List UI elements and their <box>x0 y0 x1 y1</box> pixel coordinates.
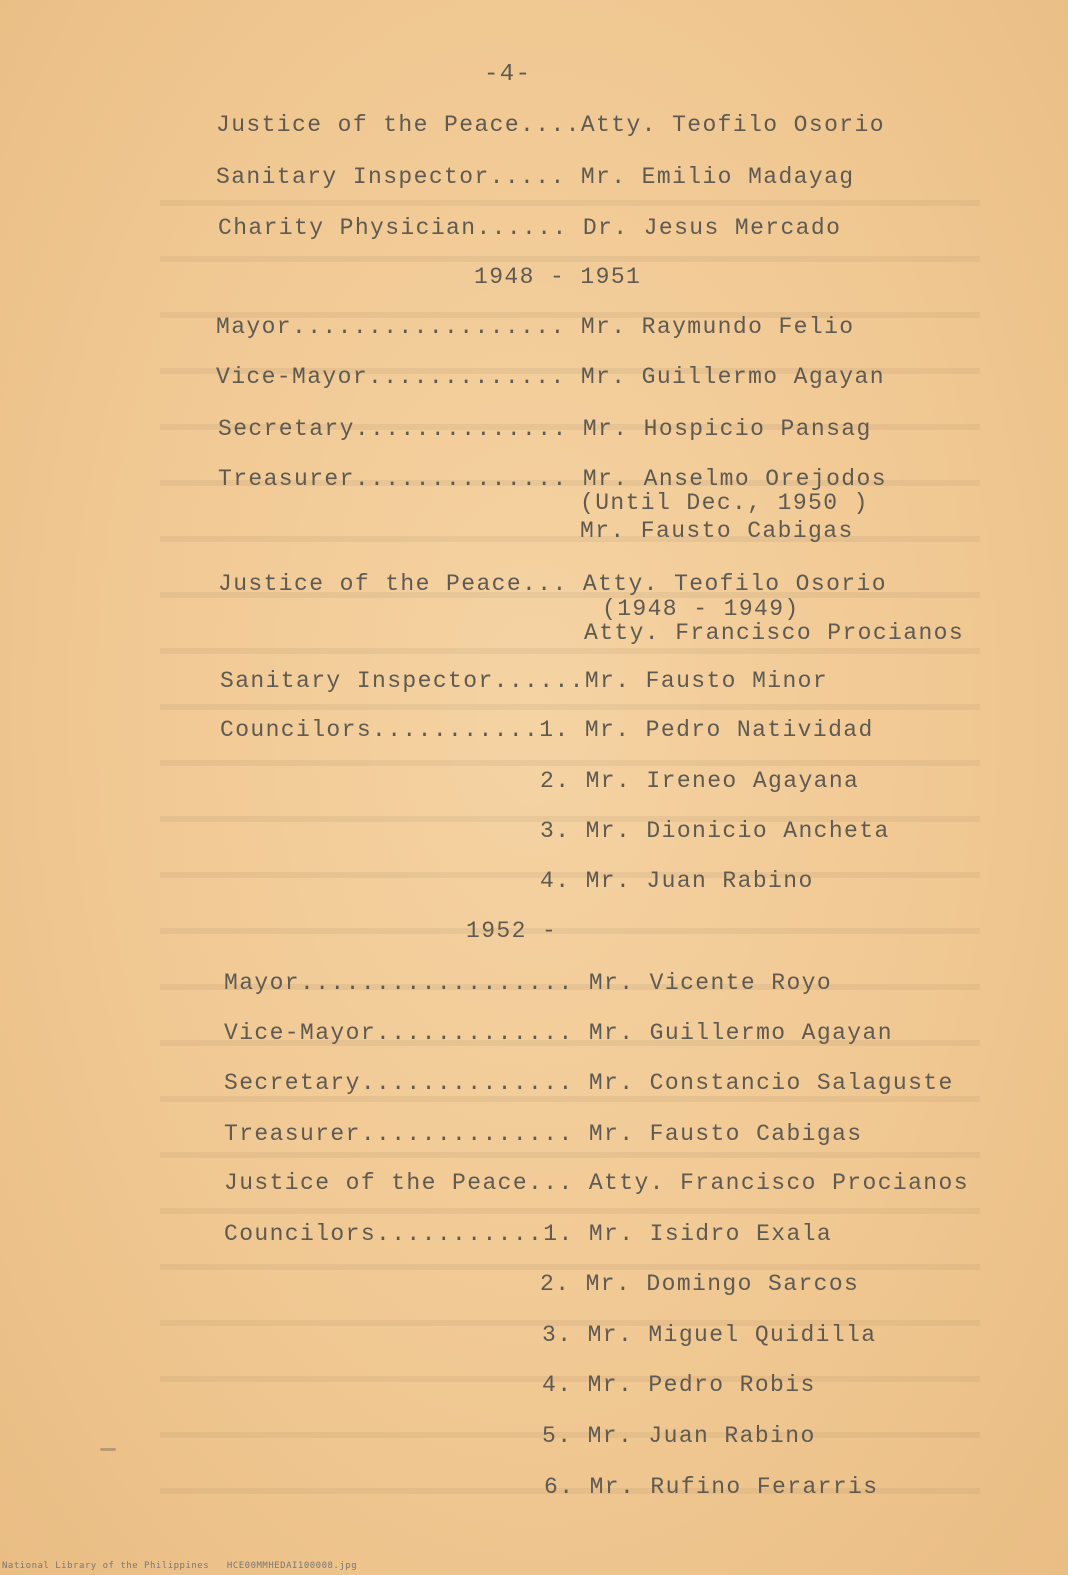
entry-treasurer-note: (Until Dec., 1950 ) <box>580 490 869 516</box>
entry-sanitary-inspector: Sanitary Inspector..... Mr. Emilio Madayag <box>216 164 855 190</box>
entry-councilor-4: 4. Mr. Juan Rabino <box>540 868 814 894</box>
entry-councilor-2: 2. Mr. Ireneo Agayana <box>540 768 860 794</box>
entry-councilor-1: Councilors...........1. Mr. Isidro Exala <box>224 1221 833 1247</box>
entry-mayor: Mayor.................. Mr. Vicente Royo <box>224 970 833 996</box>
archive-footer: National Library of the Philippines HCE00MMHEDAI100008.jpg <box>2 1561 358 1571</box>
entry-treasurer: Treasurer.............. Mr. Anselmo Orejodos <box>218 466 887 492</box>
entry-treasurer: Treasurer.............. Mr. Fausto Cabigas <box>224 1121 863 1147</box>
entry-treasurer-successor: Mr. Fausto Cabigas <box>580 518 854 544</box>
section-heading-1952: 1952 - <box>466 918 558 944</box>
entry-charity-physician: Charity Physician...... Dr. Jesus Mercado <box>218 215 842 241</box>
entry-justice-of-peace: Justice of the Peace... Atty. Francisco Procianos <box>224 1170 969 1196</box>
section-heading-1948-1951: 1948 - 1951 <box>474 264 642 290</box>
entry-councilor-4: 4. Mr. Pedro Robis <box>542 1372 816 1398</box>
entry-sanitary-inspector: Sanitary Inspector......Mr. Fausto Minor <box>220 668 829 694</box>
page-number: -4- <box>484 61 532 88</box>
ink-smudge <box>100 1448 116 1451</box>
entry-vice-mayor: Vice-Mayor............. Mr. Guillermo Agayan <box>216 364 885 390</box>
entry-mayor: Mayor.................. Mr. Raymundo Felio <box>216 314 855 340</box>
entry-justice-of-peace: Justice of the Peace... Atty. Teofilo Osorio <box>218 571 887 597</box>
entry-councilor-3: 3. Mr. Dionicio Ancheta <box>540 818 890 844</box>
entry-secretary: Secretary.............. Mr. Constancio Salaguste <box>224 1070 954 1096</box>
entry-councilor-6: 6. Mr. Rufino Ferarris <box>544 1474 879 1500</box>
entry-councilor-1: Councilors...........1. Mr. Pedro Natividad <box>220 717 874 743</box>
entry-councilor-5: 5. Mr. Juan Rabino <box>542 1423 816 1449</box>
entry-councilor-2: 2. Mr. Domingo Sarcos <box>540 1271 860 1297</box>
entry-secretary: Secretary.............. Mr. Hospicio Pansag <box>218 416 872 442</box>
entry-vice-mayor: Vice-Mayor............. Mr. Guillermo Agayan <box>224 1020 893 1046</box>
entry-justice-note: (1948 - 1949) <box>602 596 800 622</box>
entry-justice-successor: Atty. Francisco Procianos <box>584 620 965 646</box>
entry-justice-of-peace: Justice of the Peace....Atty. Teofilo Osorio <box>216 112 885 138</box>
entry-councilor-3: 3. Mr. Miguel Quidilla <box>542 1322 877 1348</box>
